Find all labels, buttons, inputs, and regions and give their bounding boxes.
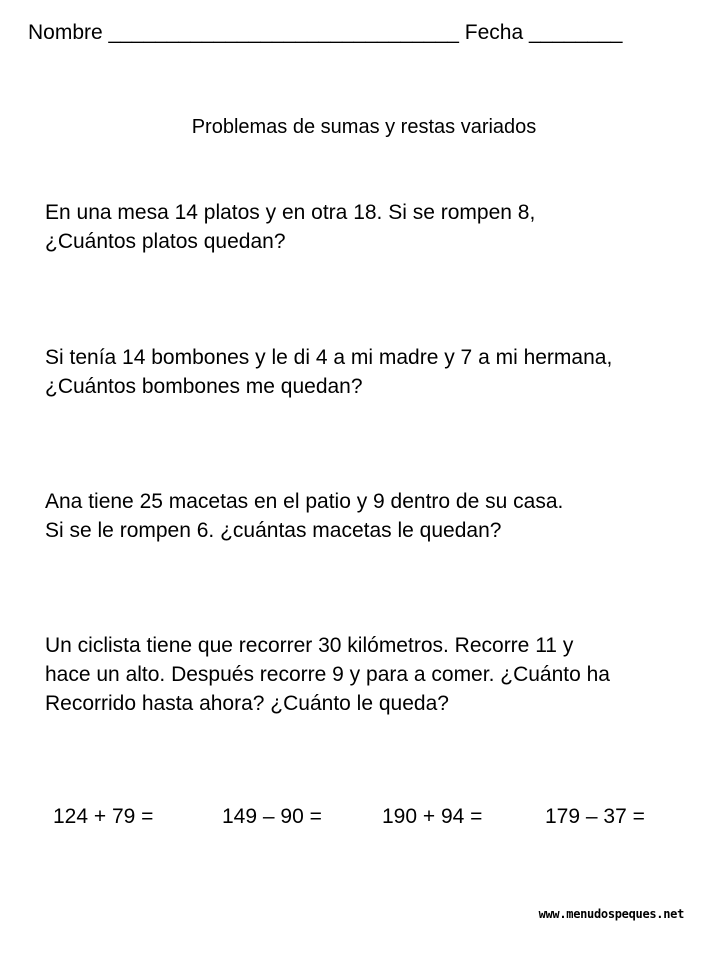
name-label: Nombre — [28, 21, 103, 44]
problem-4-line-1: Un ciclista tiene que recorrer 30 kilómetros. Recorre 11 y — [45, 634, 574, 657]
problem-3-line-2: Si se le rompen 6. ¿cuántas macetas le quedan? — [45, 519, 502, 542]
worksheet-title: Problemas de sumas y restas variados — [191, 116, 537, 138]
problem-3-line-1: Ana tiene 25 macetas en el patio y 9 dentro de su casa. — [45, 490, 564, 513]
problem-2-line-2: ¿Cuántos bombones me quedan? — [45, 375, 363, 398]
operation-2: 149 – 90 = — [222, 805, 322, 828]
name-blank-line[interactable]: ______________________________ — [108, 21, 459, 44]
problem-1-line-2: ¿Cuántos platos quedan? — [45, 230, 286, 253]
problem-4 — [45, 631, 710, 718]
problem-1-line-1: En una mesa 14 platos y en otra 18. Si se rompen 8, — [45, 201, 536, 224]
problem-4-line-2: hace un alto. Después recorre 9 y para a comer. ¿Cuánto ha — [45, 663, 610, 686]
problem-1 — [45, 198, 710, 256]
date-label: Fecha — [464, 21, 524, 44]
problem-3 — [45, 487, 710, 545]
operation-4: 179 – 37 = — [545, 805, 645, 828]
date-blank-line[interactable]: ________ — [529, 21, 623, 44]
header-row — [28, 20, 698, 46]
operations-row — [0, 805, 720, 833]
problem-4-line-3: Recorrido hasta ahora? ¿Cuánto le queda? — [45, 692, 449, 715]
website-credit: www.menudospeques.net — [538, 907, 684, 921]
operation-3: 190 + 94 = — [382, 805, 483, 828]
problem-2-line-1: Si tenía 14 bombones y le di 4 a mi madre y 7 a mi hermana, — [45, 346, 613, 369]
operation-1: 124 + 79 = — [53, 805, 154, 828]
problem-2 — [45, 343, 710, 401]
